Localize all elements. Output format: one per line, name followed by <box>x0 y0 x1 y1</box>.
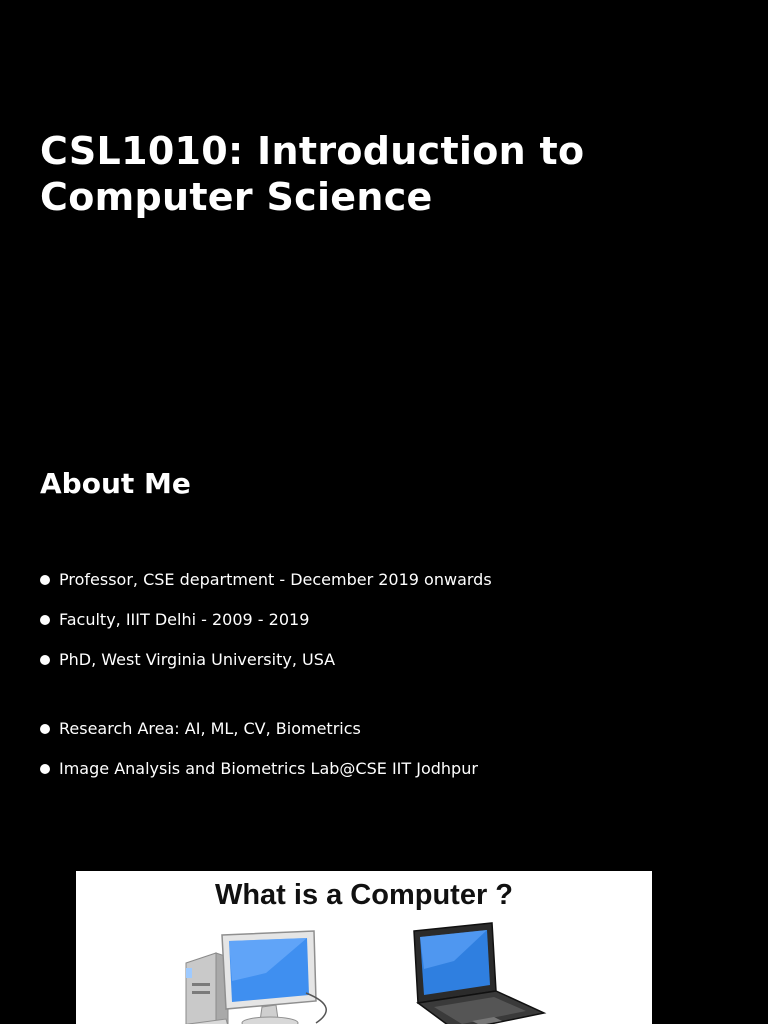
bullet-dot-icon <box>40 764 50 774</box>
bullet-item <box>40 715 492 743</box>
bullet-dot-icon <box>40 615 50 625</box>
about-heading: About Me <box>40 467 191 500</box>
bullet-dot-icon <box>40 655 50 665</box>
bullet-dot-icon <box>40 724 50 734</box>
laptop-computer-icon <box>394 921 554 1024</box>
bullet-item <box>40 606 492 634</box>
slide-title-line-2: Computer Science <box>40 175 433 219</box>
bullet-text: Faculty, IIIT Delhi - 2009 - 2019 <box>59 610 310 629</box>
slide-title <box>40 128 720 220</box>
bullet-text: Research Area: AI, ML, CV, Biometrics <box>59 719 361 738</box>
bullet-text: Image Analysis and Biometrics Lab@CSE IIT Jodhpur <box>59 759 478 778</box>
bullet-text: PhD, West Virginia University, USA <box>59 650 336 669</box>
bullet-dot-icon <box>40 575 50 585</box>
bullet-text: Professor, CSE department - December 2019 onwards <box>59 570 492 589</box>
about-bullet-list <box>40 566 492 795</box>
bullet-item <box>40 646 492 674</box>
slide-title-line-1: CSL1010: Introduction to <box>40 129 585 173</box>
desktop-computer-icon <box>156 923 416 1024</box>
bullet-item <box>40 755 492 783</box>
what-is-computer-slide <box>76 871 652 1024</box>
what-is-computer-title: What is a Computer ? <box>214 879 514 911</box>
bullet-item <box>40 566 492 594</box>
